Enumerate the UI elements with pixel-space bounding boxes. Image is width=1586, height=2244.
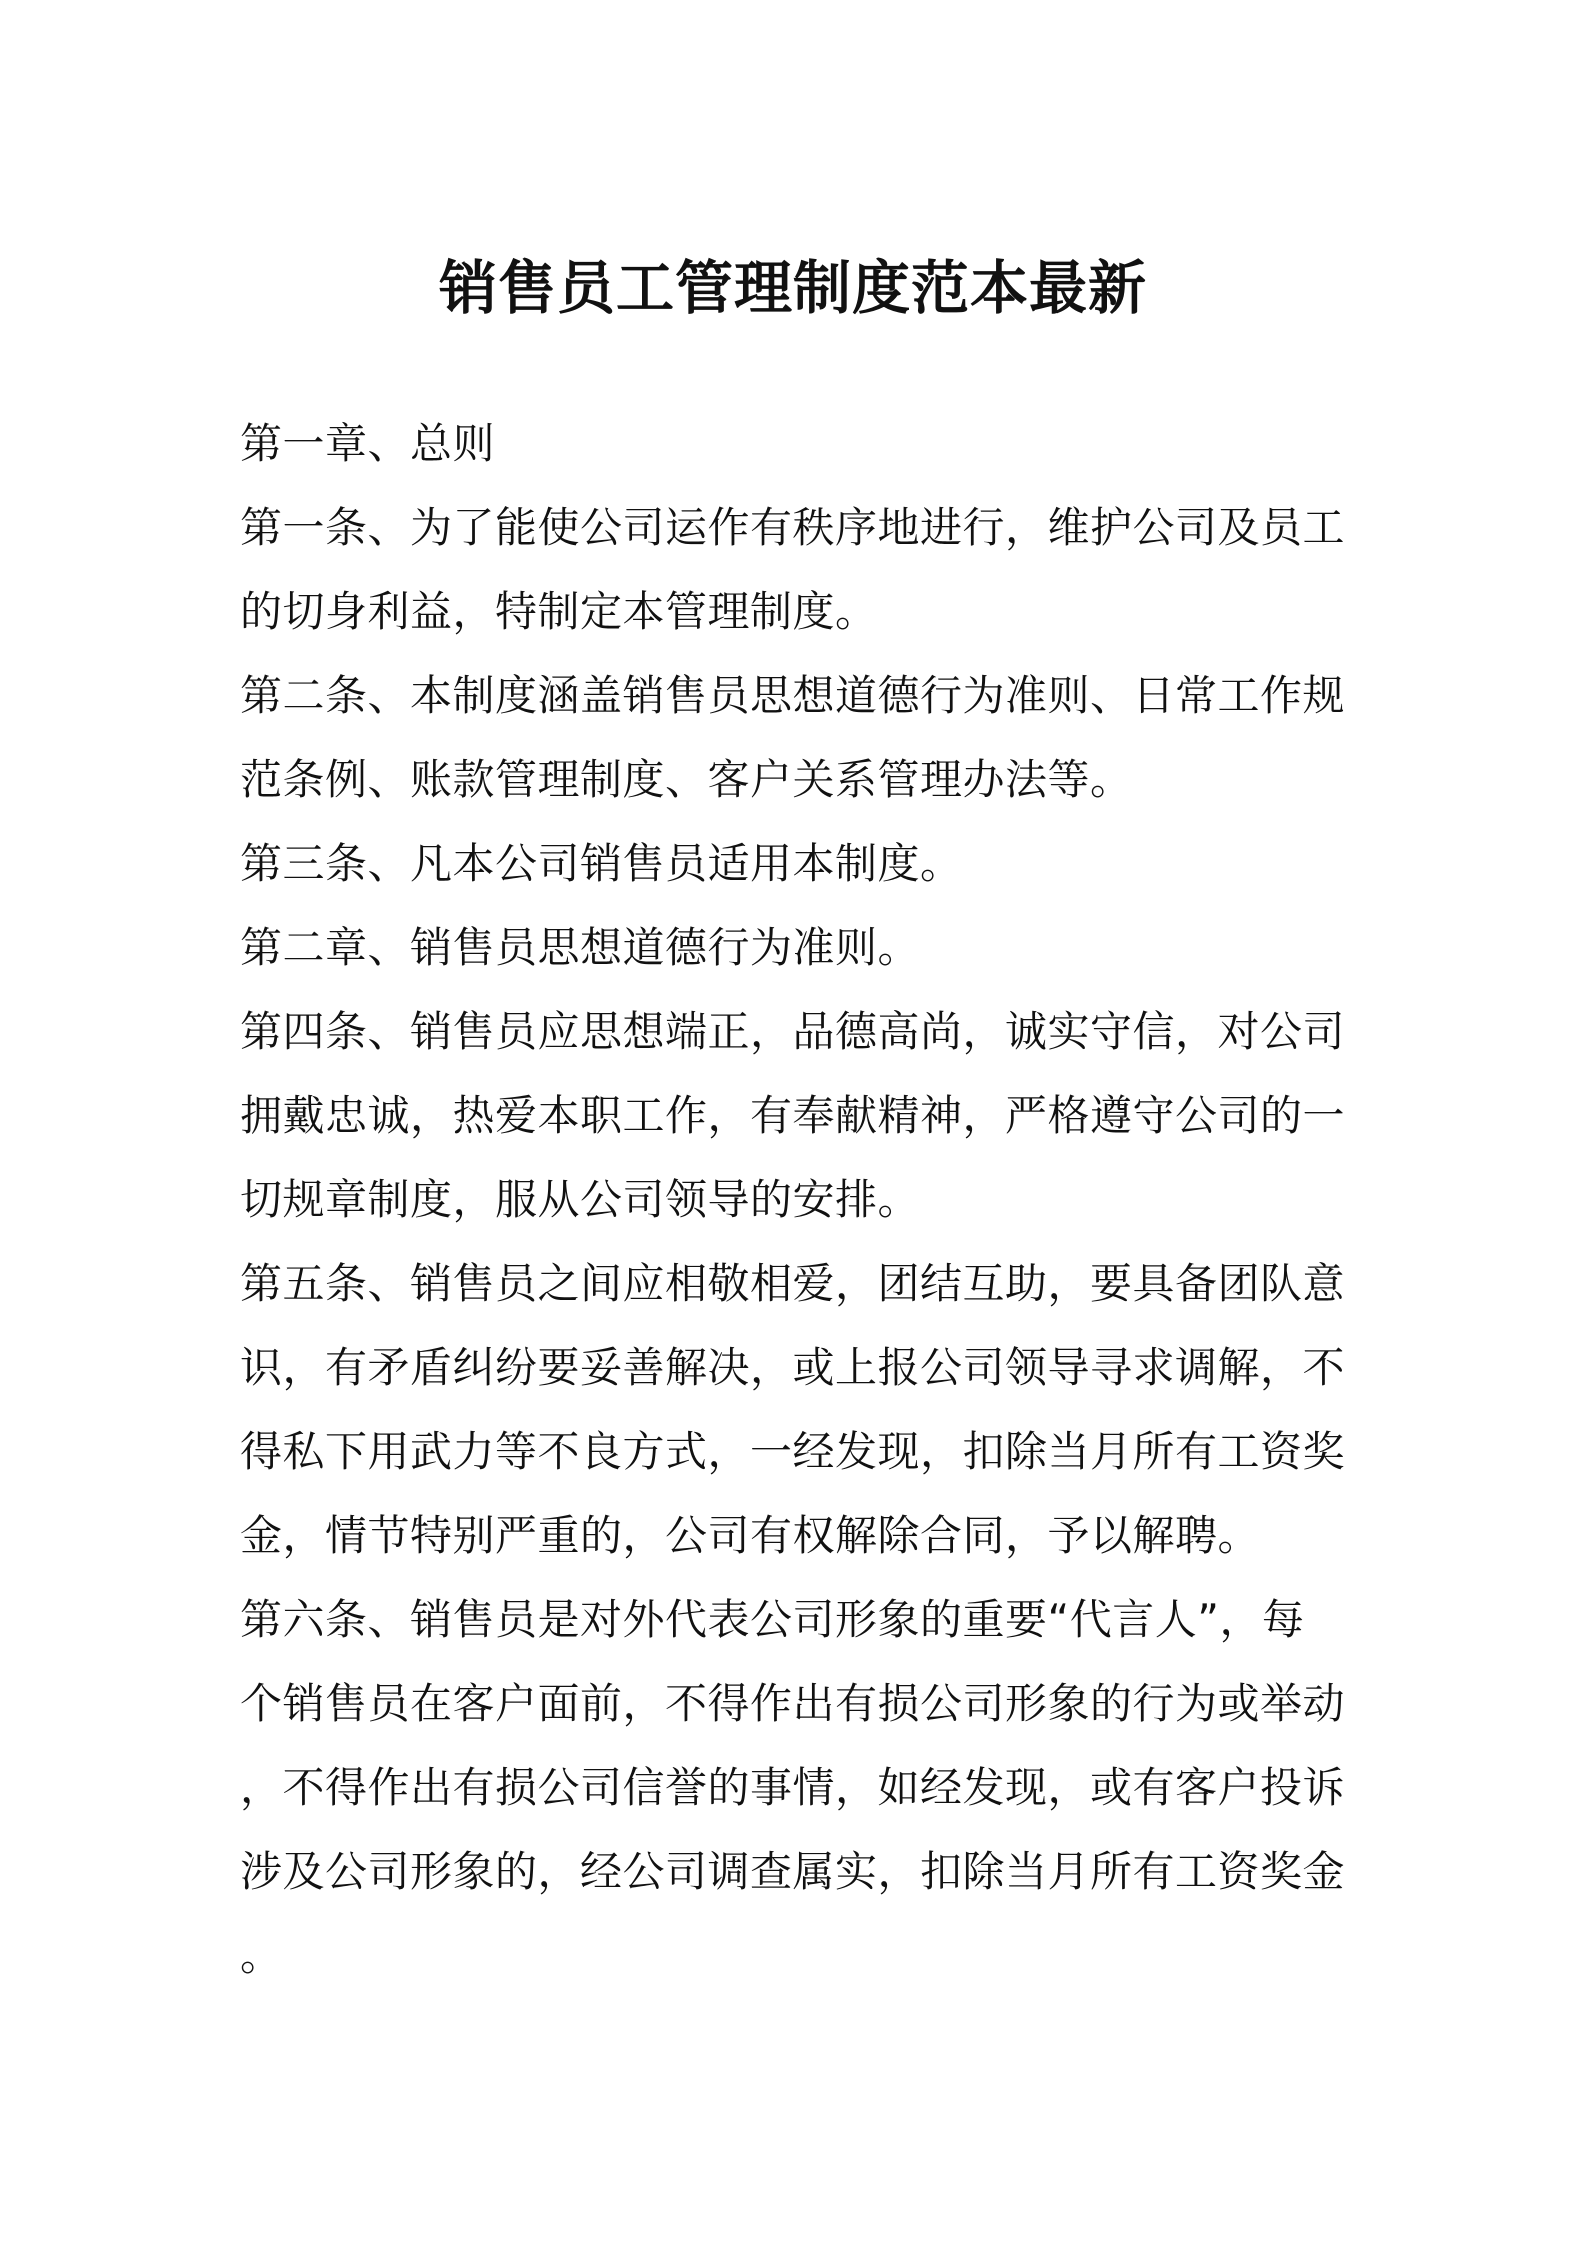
text-line: 第二章、销售员思想道德行为准则。 bbox=[240, 923, 921, 972]
text-line: 第五条、销售员之间应相敬相爱，团结互助，要具备团队意 bbox=[240, 1259, 1346, 1308]
text-line: 识，有矛盾纠纷要妥善解决，或上报公司领导寻求调解，不 bbox=[240, 1343, 1346, 1392]
text-line: 第四条、销售员应思想端正，品德高尚，诚实守信，对公司 bbox=[240, 1007, 1346, 1056]
text-line: 金，情节特别严重的，公司有权解除合同，予以解聘。 bbox=[240, 1511, 1261, 1560]
text-line: 第六条、销售员是对外代表公司形象的重要“代言人”，每 bbox=[240, 1595, 1305, 1644]
text-line: 的切身利益，特制定本管理制度。 bbox=[240, 587, 878, 636]
text-line: 得私下用武力等不良方式，一经发现，扣除当月所有工资奖 bbox=[240, 1427, 1346, 1476]
text-line: 切规章制度，服从公司领导的安排。 bbox=[240, 1175, 921, 1224]
text-line: 范条例、账款管理制度、客户关系管理办法等。 bbox=[240, 755, 1133, 804]
text-line: 第三条、凡本公司销售员适用本制度。 bbox=[240, 839, 963, 888]
text-line: 第一章、总则 bbox=[240, 419, 496, 468]
text-line: 第二条、本制度涵盖销售员思想道德行为准则、日常工作规 bbox=[240, 671, 1346, 720]
document-title: 销售员工管理制度范本最新 bbox=[438, 254, 1147, 322]
text-line: 涉及公司形象的，经公司调查属实，扣除当月所有工资奖金 bbox=[240, 1847, 1346, 1896]
text-line: 第一条、为了能使公司运作有秩序地进行，维护公司及员工 bbox=[240, 503, 1346, 552]
text-line: 。 bbox=[240, 1931, 283, 1980]
document-body bbox=[240, 402, 1360, 1998]
text-line: 拥戴忠诚，热爱本职工作，有奉献精神，严格遵守公司的一 bbox=[240, 1091, 1346, 1140]
text-line: 个销售员在客户面前，不得作出有损公司形象的行为或举动 bbox=[240, 1679, 1346, 1728]
text-line: ，不得作出有损公司信誉的事情，如经发现，或有客户投诉 bbox=[240, 1763, 1346, 1812]
